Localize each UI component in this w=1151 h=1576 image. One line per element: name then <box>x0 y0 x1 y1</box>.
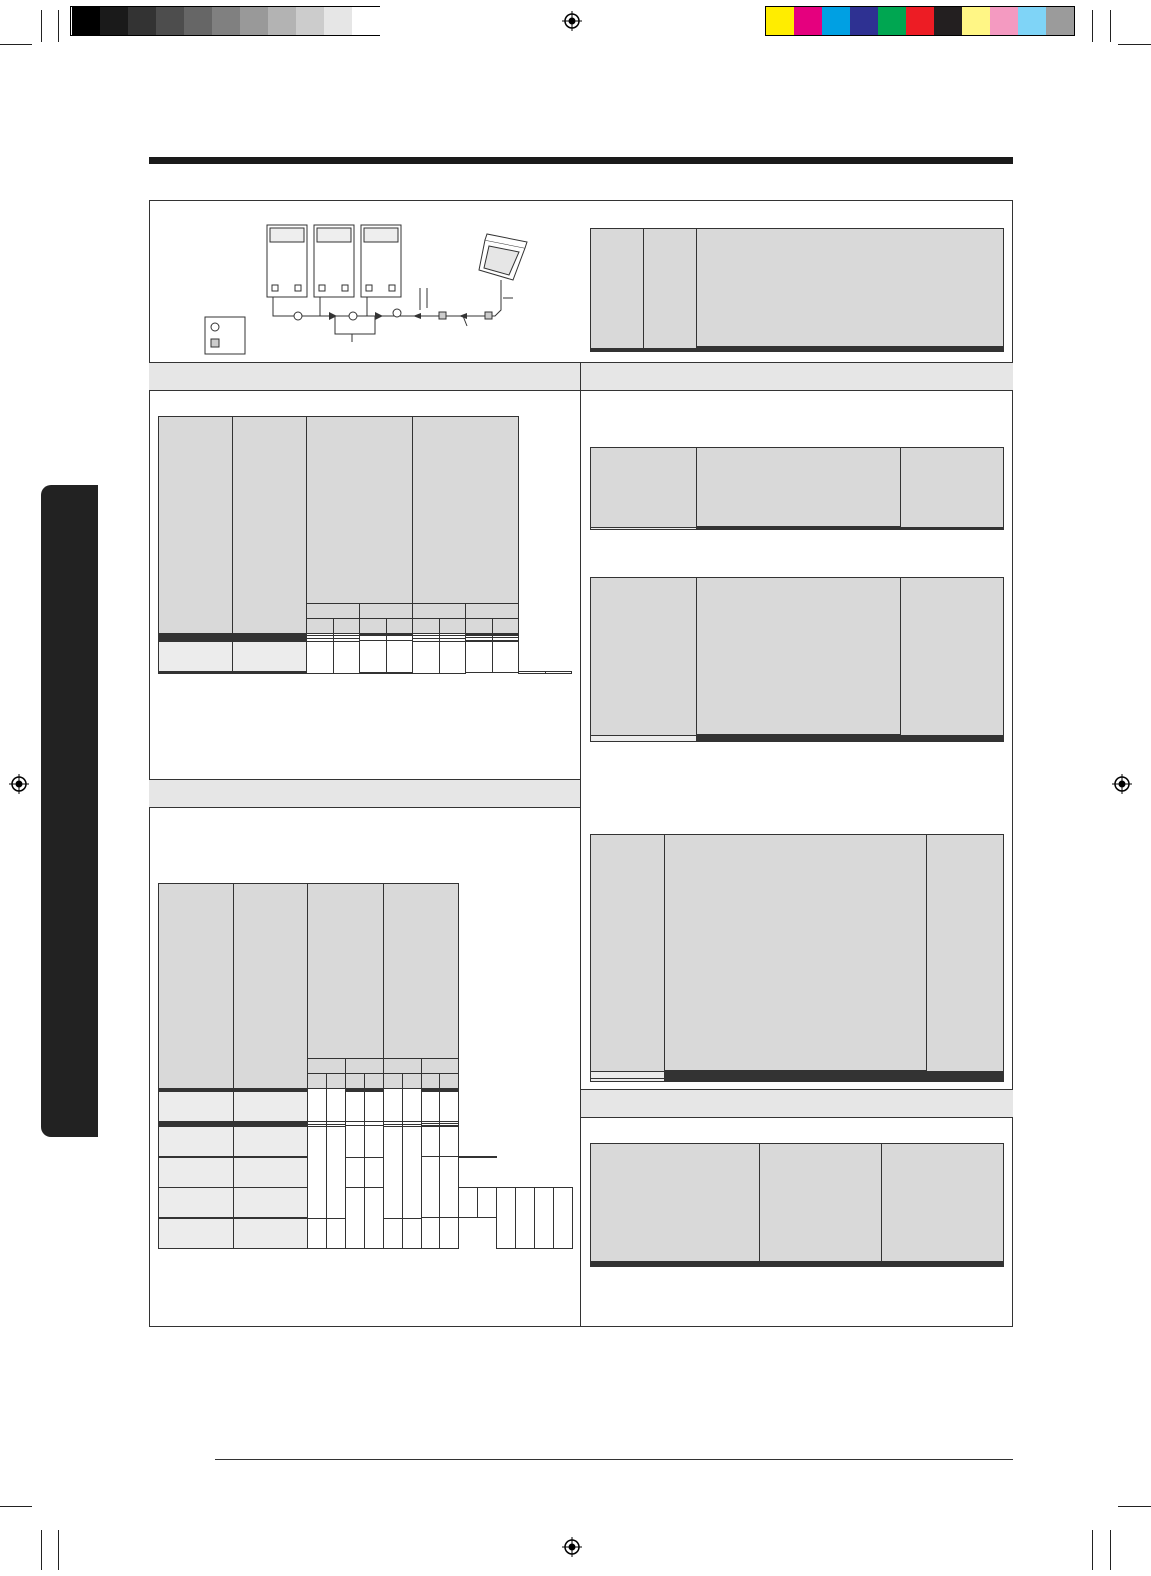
grayscale-swatch <box>72 7 100 35</box>
crop-mark <box>58 10 59 42</box>
registration-mark-icon <box>1112 774 1132 794</box>
section-header-bar <box>580 362 1013 391</box>
grayscale-swatch <box>100 7 128 35</box>
footer-rule <box>215 1459 1013 1460</box>
grayscale-swatch <box>296 7 324 35</box>
outdoor-unit-icon <box>267 225 401 297</box>
pipe-size-table <box>158 883 573 1249</box>
grayscale-swatch <box>156 7 184 35</box>
grayscale-swatch <box>324 7 352 35</box>
cassette-indoor-unit-icon <box>479 234 527 280</box>
crop-mark <box>41 10 42 42</box>
spec-table <box>590 577 1004 742</box>
crop-mark <box>0 44 32 45</box>
crop-mark <box>1110 10 1111 42</box>
crop-mark <box>1110 1530 1111 1570</box>
crop-mark <box>41 1530 42 1570</box>
spec-table <box>590 228 1004 352</box>
process-color-bar <box>765 6 1075 36</box>
circle-joint-icon <box>211 323 219 331</box>
grayscale-swatch <box>184 7 212 35</box>
section-tab <box>41 485 98 1137</box>
grayscale-swatch <box>128 7 156 35</box>
spec-table <box>590 834 1004 1082</box>
registration-mark-icon <box>562 1537 582 1557</box>
section-header-bar <box>149 362 581 391</box>
piping-diagram <box>195 218 555 358</box>
registration-mark-icon <box>562 11 582 31</box>
section-header-bar <box>149 779 581 808</box>
crop-mark <box>0 1506 32 1507</box>
square-joint-icon <box>211 339 219 347</box>
header-rule <box>149 157 1013 164</box>
crop-mark <box>1118 1506 1151 1507</box>
crop-mark <box>58 1530 59 1570</box>
spec-table <box>590 1143 1004 1267</box>
spec-table <box>590 447 1004 530</box>
grayscale-swatch <box>352 7 380 35</box>
column-divider <box>580 362 581 1327</box>
crop-mark <box>1092 1530 1093 1570</box>
grayscale-swatch <box>240 7 268 35</box>
grayscale-swatch <box>268 7 296 35</box>
crop-mark <box>1092 10 1093 42</box>
section-header-bar <box>580 1089 1013 1118</box>
registration-mark-icon <box>9 774 29 794</box>
grayscale-swatch <box>212 7 240 35</box>
crop-mark <box>1118 44 1151 45</box>
pipe-size-table <box>158 416 572 674</box>
